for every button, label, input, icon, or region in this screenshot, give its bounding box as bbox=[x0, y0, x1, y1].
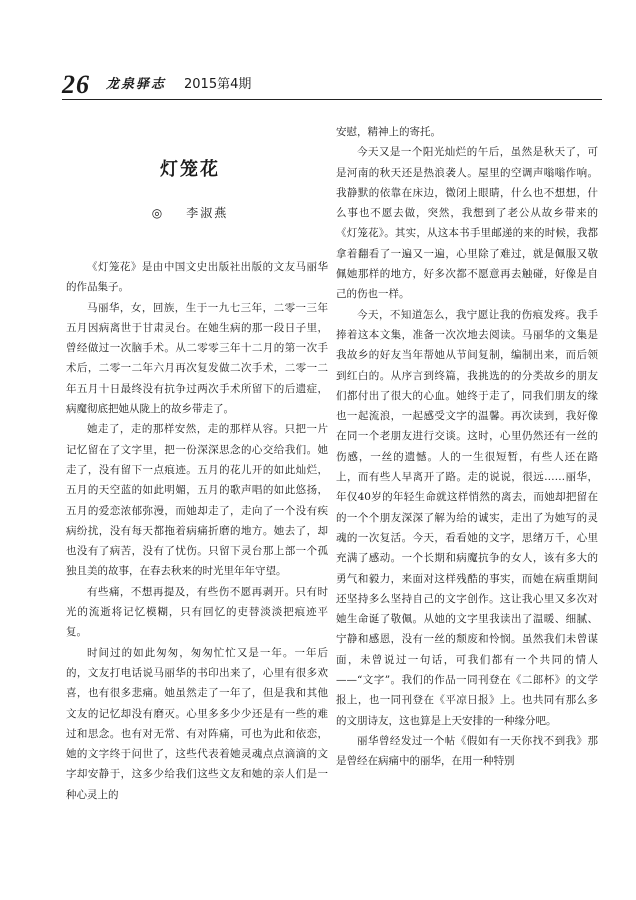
left-column bbox=[66, 257, 328, 805]
paragraph: 今天，不知道怎么，我宁愿让我的伤痕发疼。我手捧着这本文集，准备一次次地去阅读。马丽华的文集是我故乡的好友当年帮她从节间复制，编制出来，而后领到红白的。从序言到终篇，我挑选的的分类故乡的朋友们都付出了很大的心血。她终于走了，同我们朋友的缘也一起流浪，一起感受文字的温馨。再次读到，我好像在同一个老朋友进行交谈。这时，心里仍然还有一丝的伤感，一丝的遗憾。人的一生很短暂，有些人还在路上，而有些人早离开了路。走的说说，很远……丽华，年仅40岁的年轻生命就这样悄然的离去，而她却把留在的一个个朋友深深了解为给的诚实，走出了为她写的灵魂的一次复活。今天，看看她的文字，思绪万千，心里充满了感动。一个长期和病魔抗争的女人，该有多大的勇气和毅力，来面对这样残酷的事实，而她在病重期间还坚持多么坚持自己的文字创作。这让我心里又多次对她生命诞了敬佩。从她的文字里我读出了温暖、细腻、宁静和感恩，没有一丝的颓废和怜悯。虽然我们未曾谋面，未曾说过一句话，可我们都有一个共同的情人——“文字”。我们的作品一同刊登在《二郎杯》的文学报上，也一同刊登在《平凉日报》上。也共同有那么多的文朋诗友，这也算是上天安排的一种缘分吧。 bbox=[336, 308, 598, 727]
issue-label: 2015第4期 bbox=[184, 77, 252, 92]
paragraph: 有些痛，不想再提及，有些伤不愿再剥开。只有时光的流逝将记忆模糊，只有回忆的吏替淡淡把痕迹平复。 bbox=[66, 585, 328, 639]
page-number: 26 bbox=[62, 70, 90, 99]
journal-name: 龙泉驿志 bbox=[106, 77, 167, 92]
paragraph: 时间过的如此匆匆，匆匆忙忙又是一年。一年后的，文友打电话说马丽华的书印出来了，心里有很多欢喜，也有很多悲痛。她虽然走了一年了，但是我和其他文友的记忆却没有磨灭。心里多多少少还是有一些的难过和思念。也有对无常、有对阵痛，可也为此和依恋，她的文字终于问世了，这些代表着她灵魂点点滴滴的文字却安静于，这多少给我们这些文友和她的亲人们是一种心灵上的 bbox=[66, 646, 328, 801]
article-title: 灯笼花 bbox=[160, 159, 220, 180]
paragraph: 《灯笼花》是由中国文史出版社出版的文友马丽华的作品集子。 bbox=[66, 261, 328, 294]
author-mark: ◎ bbox=[151, 206, 165, 220]
author-name: 李淑燕 bbox=[186, 206, 229, 220]
right-column bbox=[336, 122, 598, 772]
paragraph: 丽华曾经发过一个帖《假如有一天你找不到我》那是曾经在病痛中的丽华，在用一种特别 bbox=[336, 734, 598, 768]
header-rule bbox=[62, 99, 602, 100]
paragraph: 她走了，走的那样安然，走的那样从容。只把一片记忆留在了文字里，把一份深深思念的心交给我们。她走了，没有留下一点痕迹。五月的花儿开的如此灿烂，五月的天空蓝的如此明媚，五月的歌声唱的如此悠扬，五月的爱恋浓郁弥漫，而她却走了，走向了一个没有疾病纷扰，没有每天都拖着病痛折磨的地方。她去了，却也没有了病苦，没有了忧伤。只留下灵台那上部一个孤独且美的故事，在春去秋来的时光里年年守望。 bbox=[66, 423, 328, 578]
paragraph: 马丽华，女，回族，生于一九七三年，二零一三年五月因病离世于甘肃灵台。在她生病的那一段日子里，曾经做过一次脑手术。从二零零三年十二月的第一次手术后，二零一二年六月再次复发做二次手术，二零一二年五月十日最终没有抗争过两次手术所留下的后遗症，病魔彻底把她从陇上的故乡带走了。 bbox=[66, 301, 328, 416]
paragraph-continued: 安慰，精神上的寄托。 bbox=[336, 126, 441, 138]
page-header bbox=[62, 70, 602, 100]
byline bbox=[62, 204, 318, 222]
paragraph: 今天又是一个阳光灿烂的午后，虽然是秋天了，可是河南的秋天还是热浪袭人。屋里的空调声嗡嗡作响。我静默的依靠在床边，微闭上眼睛，什么也不想想，什么事也不愿去做，突然，我想到了老公从故乡带来的《灯笼花》。其实，从这本书手里邮递的来的时候，我都拿着翻看了一遍又一遍，心里除了难过，就是佩服又敬佩她那样的地方，好多次都不愿意再去触碰，好像是自己的伤也一样。 bbox=[336, 146, 598, 301]
